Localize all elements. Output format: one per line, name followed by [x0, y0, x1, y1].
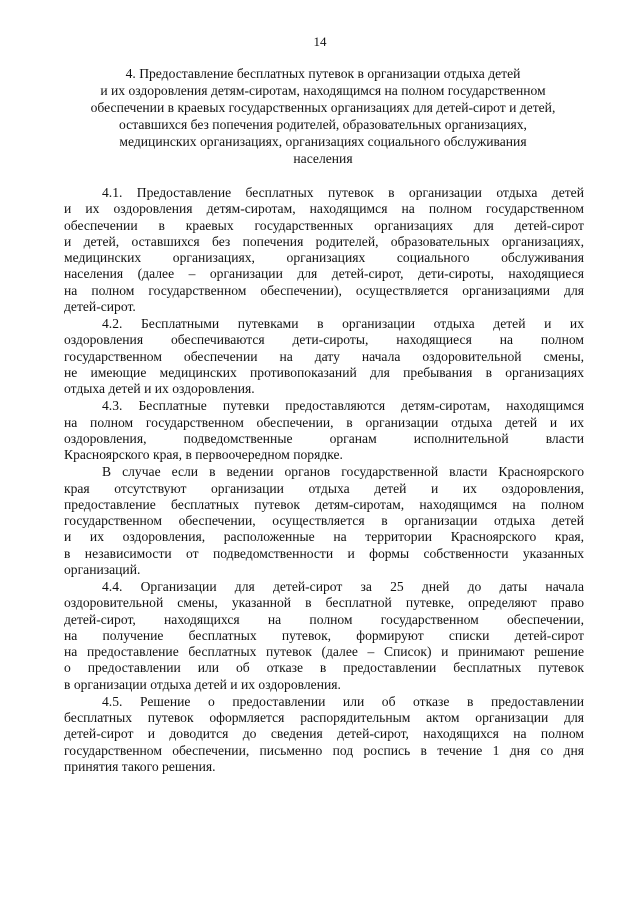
- paragraph-line: оздоровления обеспечиваются дети-сироты, находящиеся на полном: [64, 332, 584, 348]
- paragraph-line: 4.2. Бесплатными путевками в организации отдыха детей и их: [102, 316, 584, 331]
- paragraph-line: 4.4. Организации для детей-сирот за 25 дней до даты начала: [102, 579, 584, 594]
- paragraph-line: оздоровления, подведомственные органам исполнительной власти: [64, 430, 584, 446]
- paragraph-line: не имеющие медицинских противопоказаний для пребывания в организациях: [64, 364, 584, 380]
- paragraph-line: принятия такого решения.: [64, 758, 216, 774]
- paragraph-line: на предоставление бесплатных путевок (далее – Список) и принимают решение: [64, 644, 584, 659]
- paragraph-line: 4.3. Бесплатные путевки предоставляются детям-сиротам, находящимся: [102, 398, 584, 414]
- paragraph: [64, 579, 584, 693]
- paragraph-line: и их оздоровления, расположенные на территории Красноярского края,: [64, 529, 584, 545]
- section-title-line: населения: [293, 150, 353, 166]
- section-title: [62, 66, 584, 167]
- paragraph-line: 4.1. Предоставление бесплатных путевок в организации отдыха детей: [102, 185, 584, 200]
- paragraph: [64, 316, 584, 397]
- paragraph-line: на полном государственном обеспечении), осуществляется организациями для: [64, 282, 584, 298]
- paragraph: [64, 185, 584, 315]
- paragraph: [64, 398, 584, 463]
- paragraph-line: оздоровительной смены, указанной в бесплатной путевке, определяют право: [64, 595, 584, 611]
- paragraph-line: государственном обеспечении, осуществляется в организации отдыха детей: [64, 513, 584, 528]
- paragraph-line: детей-сирот.: [64, 298, 136, 314]
- page-number: 14: [313, 34, 327, 49]
- paragraph-line: государственном обеспечении, письменно под роспись в течение 1 дня со дня: [64, 742, 584, 758]
- paragraph-line: на получение бесплатных путевок, формируют списки детей-сирот: [64, 627, 584, 643]
- paragraph-line: детей-сирот и доводится до сведения детей-сирот, находящихся на полном: [64, 726, 584, 742]
- paragraph-line: населения (далее – организации для детей-сирот, дети-сироты, находящиеся: [64, 266, 584, 282]
- document-body: [64, 185, 584, 775]
- paragraph-line: детей-сирот, находящихся на полном государственном обеспечении,: [64, 611, 584, 627]
- paragraph-line: и детей, оставшихся без попечения родителей, образовательных организациях,: [64, 233, 584, 249]
- paragraph-line: и их оздоровления детям-сиротам, находящимся на полном государственном: [64, 201, 584, 217]
- paragraph-line: на полном государственном обеспечении, в организации отдыха детей и их: [64, 414, 584, 430]
- paragraph-line: отдыха детей и их оздоровления.: [64, 381, 255, 396]
- section-title-line: оставшихся без попечения родителей, образовательных организациях,: [119, 116, 527, 132]
- paragraph-line: 4.5. Решение о предоставлении или об отказе в предоставлении: [102, 693, 584, 709]
- paragraph-line: государственном обеспечении на дату начала оздоровительной смены,: [64, 348, 584, 364]
- paragraph: [64, 694, 584, 775]
- paragraph-line: организаций.: [64, 561, 141, 577]
- paragraph: [64, 464, 584, 578]
- section-title-line: обеспечении в краевых государственных организациях для детей-сирот и детей,: [90, 99, 556, 115]
- paragraph-line: в организации отдыха детей и их оздоровления.: [64, 676, 341, 692]
- paragraph-line: в независимости от подведомственности и формы собственности указанных: [64, 545, 584, 561]
- section-title-line: и их оздоровления детям-сиротам, находящимся на полном государственном: [100, 82, 546, 98]
- paragraph-line: о предоставлении или об отказе в предоставлении бесплатных путевок: [64, 660, 584, 676]
- paragraph-line: края отсутствуют организации отдыха детей и их оздоровления,: [64, 480, 584, 496]
- section-title-line: медицинских организациях, организациях социального обслуживания: [119, 133, 527, 149]
- paragraph-line: медицинских организациях, организациях социального обслуживания: [64, 250, 584, 265]
- paragraph-line: Красноярского края, в первоочередном порядке.: [64, 447, 343, 462]
- paragraph-line: В случае если в ведении органов государственной власти Красноярского: [102, 464, 584, 480]
- paragraph-line: предоставление бесплатных путевок детям-сиротам, находящимся на полном: [64, 496, 584, 512]
- section-title-line: 4. Предоставление бесплатных путевок в организации отдыха детей: [125, 66, 521, 81]
- paragraph-line: бесплатных путевок оформляется распорядительным актом организации для: [64, 710, 584, 725]
- paragraph-line: обеспечении в краевых государственных организациях для детей-сирот: [64, 217, 584, 233]
